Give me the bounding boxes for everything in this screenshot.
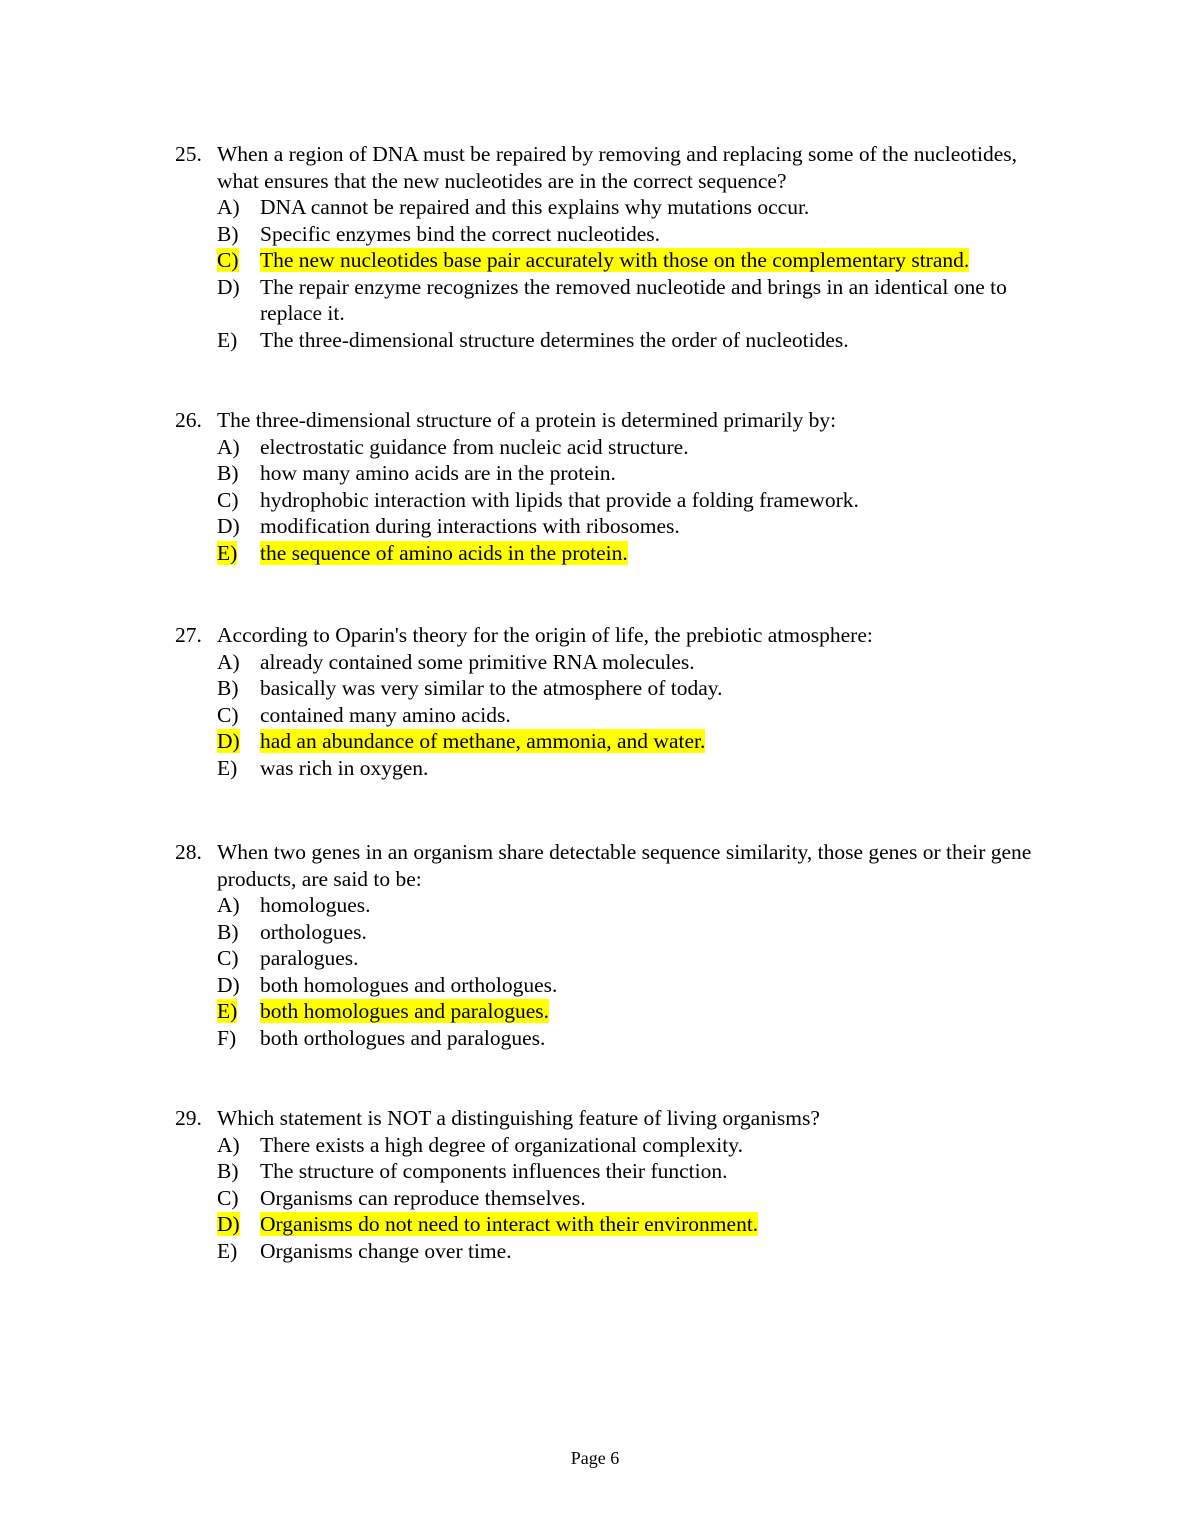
page-number: Page 6 <box>570 1448 620 1468</box>
answer-option-c <box>217 487 1055 514</box>
answer-option-e-correct <box>217 540 1055 567</box>
answer-option-e-correct <box>217 998 1055 1025</box>
option-text: already contained some primitive RNA molecules. <box>260 649 695 674</box>
option-text: Specific enzymes bind the correct nucleotides. <box>260 221 660 246</box>
option-letter: E) <box>217 327 238 352</box>
answer-option-a <box>217 1132 1055 1159</box>
question-text: When a region of DNA must be repaired by removing and replacing some of the nucleotides, what ensures that the new nucleotides are in the correct sequence? <box>217 142 1018 193</box>
option-text: DNA cannot be repaired and this explains why mutations occur. <box>260 195 810 219</box>
option-text: had an abundance of methane, ammonia, and water. <box>260 729 706 753</box>
option-text: basically was very similar to the atmosphere of today. <box>260 676 723 700</box>
option-text: was rich in oxygen. <box>260 755 429 780</box>
option-text: There exists a high degree of organizational complexity. <box>260 1132 743 1157</box>
option-text: modification during interactions with ribosomes. <box>260 514 680 538</box>
option-text: The three-dimensional structure determines the order of nucleotides. <box>260 327 849 352</box>
answer-option-a <box>217 194 1055 221</box>
question-number: 28. <box>175 840 202 864</box>
answer-option-b <box>217 1158 1055 1185</box>
option-letter: E) <box>217 540 238 565</box>
answer-option-a <box>217 892 1055 919</box>
option-letter: B) <box>217 1159 239 1183</box>
question-29 <box>175 1105 1055 1264</box>
answer-option-c <box>217 1185 1055 1212</box>
answer-option-d <box>217 972 1055 999</box>
answer-option-b <box>217 221 1055 248</box>
answer-option-d <box>217 513 1055 540</box>
question-28 <box>175 839 1055 1051</box>
option-letter: A) <box>217 195 240 219</box>
answer-option-f <box>217 1025 1055 1052</box>
option-text: contained many amino acids. <box>260 702 511 727</box>
answer-option-e <box>217 327 1055 354</box>
question-text: When two genes in an organism share detectable sequence similarity, those genes or their gene products, are said to be: <box>217 840 1032 891</box>
answer-options <box>175 194 1055 353</box>
option-letter: B) <box>217 676 239 700</box>
option-letter: A) <box>217 649 240 674</box>
question-text: The three-dimensional structure of a protein is determined primarily by: <box>217 408 837 432</box>
answer-option-d-correct <box>217 1211 1055 1238</box>
answer-option-b <box>217 460 1055 487</box>
option-letter: E) <box>217 1238 238 1263</box>
question-text: According to Oparin's theory for the origin of life, the prebiotic atmosphere: <box>217 623 873 647</box>
option-letter: A) <box>217 893 240 917</box>
option-letter: C) <box>217 702 239 727</box>
answer-option-c <box>217 945 1055 972</box>
option-letter: C) <box>217 1185 239 1210</box>
option-letter: E) <box>217 999 238 1023</box>
question-number: 27. <box>175 623 202 647</box>
answer-options <box>175 1132 1055 1265</box>
answer-options <box>175 434 1055 567</box>
option-letter: B) <box>217 461 239 485</box>
answer-option-b <box>217 919 1055 946</box>
question-number: 26. <box>175 408 202 432</box>
answer-options <box>175 649 1055 782</box>
option-text: how many amino acids are in the protein. <box>260 461 616 485</box>
question-26 <box>175 407 1055 566</box>
option-letter: D) <box>217 729 240 753</box>
option-text: The new nucleotides base pair accurately with those on the complementary strand. <box>260 248 970 272</box>
option-letter: E) <box>217 755 238 780</box>
option-letter: C) <box>217 248 239 272</box>
option-text: both homologues and orthologues. <box>260 972 558 997</box>
option-text: The structure of components influences their function. <box>260 1159 728 1183</box>
option-text: orthologues. <box>260 919 367 944</box>
question-number: 29. <box>175 1106 202 1130</box>
option-letter: C) <box>217 946 239 970</box>
answer-options <box>175 892 1055 1051</box>
answer-option-d-correct <box>217 728 1055 755</box>
question-text: Which statement is NOT a distinguishing feature of living organisms? <box>217 1106 820 1130</box>
answer-option-a <box>217 649 1055 676</box>
option-letter: C) <box>217 487 239 512</box>
option-letter: D) <box>217 514 240 538</box>
option-text: homologues. <box>260 893 371 917</box>
question-number: 25. <box>175 142 202 166</box>
option-text: both orthologues and paralogues. <box>260 1025 546 1050</box>
option-letter: A) <box>217 1132 240 1157</box>
option-letter: B) <box>217 221 239 246</box>
option-letter: F) <box>217 1025 237 1050</box>
option-letter: B) <box>217 919 239 944</box>
answer-option-c-correct <box>217 247 1055 274</box>
option-letter: A) <box>217 434 240 459</box>
question-25 <box>175 141 1055 353</box>
option-text: Organisms change over time. <box>260 1238 512 1263</box>
question-27 <box>175 622 1055 781</box>
answer-option-c <box>217 702 1055 729</box>
option-letter: D) <box>217 1212 240 1236</box>
answer-option-e <box>217 1238 1055 1265</box>
option-letter: D) <box>217 274 240 299</box>
option-letter: D) <box>217 972 240 997</box>
option-text: Organisms can reproduce themselves. <box>260 1185 586 1210</box>
option-text: paralogues. <box>260 946 359 970</box>
answer-option-a <box>217 434 1055 461</box>
option-text: both homologues and paralogues. <box>260 999 550 1023</box>
option-text: the sequence of amino acids in the protein. <box>260 540 628 565</box>
option-text: electrostatic guidance from nucleic acid structure. <box>260 434 689 459</box>
option-text: The repair enzyme recognizes the removed nucleotide and brings in an identical one to replace it. <box>260 274 1007 325</box>
option-text: hydrophobic interaction with lipids that provide a folding framework. <box>260 487 859 512</box>
option-text: Organisms do not need to interact with their environment. <box>260 1212 759 1236</box>
answer-option-d <box>217 274 1055 327</box>
answer-option-e <box>217 755 1055 782</box>
answer-option-b <box>217 675 1055 702</box>
